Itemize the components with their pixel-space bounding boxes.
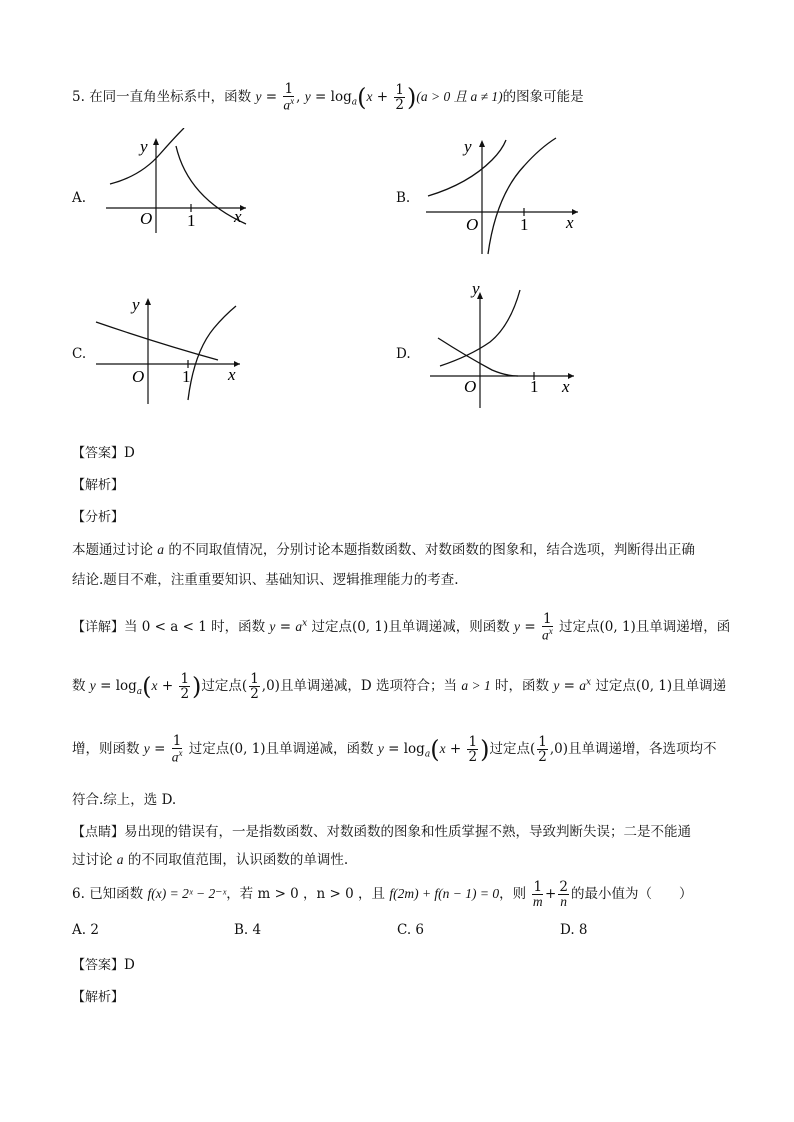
q6-stem: 6. 已知函数 f(x) = 2ˣ − 2⁻ˣ，若 m > 0 ，n > 0 ，且 f(2m) + f(n − 1) = 0，则 $\frac{1}{m}$ + $\frac{2}{n}$ 的最小值为（ ） bbox=[72, 879, 693, 910]
graph-c-x: x bbox=[228, 365, 236, 384]
graph-d-one: 1 bbox=[530, 377, 539, 396]
fenxi-label: 【分析】 bbox=[72, 510, 125, 525]
graph-c-origin: O bbox=[132, 367, 145, 386]
graph-a-one: 1 bbox=[187, 211, 196, 230]
fenxi-line-2: 结论.题目不难，注重重要知识、基础知识、逻辑推理能力的考查. bbox=[72, 572, 459, 588]
graph-c-y: y bbox=[132, 295, 140, 314]
graph-a-x: x bbox=[234, 207, 242, 226]
fenxi-line-1: 本题通过讨论 a 的不同取值情况，分别讨论本题指数函数、对数函数的图象和，结合选项，判断得出正确 bbox=[72, 542, 695, 558]
graph-d bbox=[426, 280, 586, 410]
detail-line-3: 增，则函数 y = $\frac{1}{a^x}$ 过定点(0, 1)且单调递减，函数 $y = \log_a(x$ + $\frac{1}{2}$ )过定点( $\frac{1}{2}$ ,0)且单调递增，各选项均不 bbox=[72, 733, 717, 765]
option-c-label: C. bbox=[72, 346, 87, 362]
answer-5: 【答案】D bbox=[72, 445, 135, 461]
graph-a-origin: O bbox=[140, 209, 153, 228]
graph-b-y: y bbox=[464, 137, 472, 156]
graph-b-one: 1 bbox=[520, 215, 529, 234]
graph-b-x: x bbox=[566, 213, 574, 232]
graph-d-x: x bbox=[562, 377, 570, 396]
analysis-6-label: 【解析】 bbox=[72, 990, 125, 1005]
graph-a-y: y bbox=[140, 137, 148, 156]
graph-b bbox=[420, 130, 590, 260]
q6-option-d: D. 8 bbox=[560, 922, 588, 938]
graph-c bbox=[90, 288, 250, 408]
graph-d-y: y bbox=[472, 280, 480, 298]
analysis-label: 【解析】 bbox=[72, 478, 125, 493]
q6-option-c: C. 6 bbox=[397, 922, 425, 938]
q6-option-a: A. 2 bbox=[72, 922, 99, 938]
dianjing-line-1: 【点睛】易出现的错误有，一是指数函数、对数函数的图象和性质掌握不熟，导致判断失误；二是不能通 bbox=[72, 824, 692, 840]
graph-b-origin: O bbox=[466, 215, 479, 234]
option-d-label: D. bbox=[396, 346, 411, 362]
option-b-label: B. bbox=[396, 190, 411, 206]
detail-line-4: 符合.综上，选 D. bbox=[72, 792, 177, 808]
dianjing-line-2: 过讨论 a 的不同取值范围，认识函数的单调性. bbox=[72, 852, 349, 868]
detail-line-1: 【详解】当 0 < a < 1 时，函数 $y = a^x$ 过定点(0, 1)且单调递减，则函数 y = $\frac{1}{a^x}$ 过定点(0, 1)且单调递增，函 bbox=[72, 611, 731, 643]
q6-option-b: B. 4 bbox=[234, 922, 262, 938]
graph-d-origin: O bbox=[464, 377, 477, 396]
answer-6: 【答案】D bbox=[72, 957, 135, 973]
graph-a bbox=[96, 128, 256, 238]
option-a-label: A. bbox=[72, 190, 87, 206]
q5-stem: 5. 在同一直角坐标系中，函数 y = $\frac{1}{a^x}$ , $y = \log_a(x$ + $\frac{1}{2}$ )(a > 0 且 a ≠ 1)的图象可能是 bbox=[72, 81, 584, 113]
detail-line-2: 数 $y = \log_a(x$ + $\frac{1}{2}$ )过定点( $\frac{1}{2}$ ,0)且单调递减，D 选项符合；当 a > 1 时，函数 $y = a^x$ 过定点(0, 1)且单调递 bbox=[72, 671, 727, 703]
graph-c-one: 1 bbox=[182, 367, 191, 386]
